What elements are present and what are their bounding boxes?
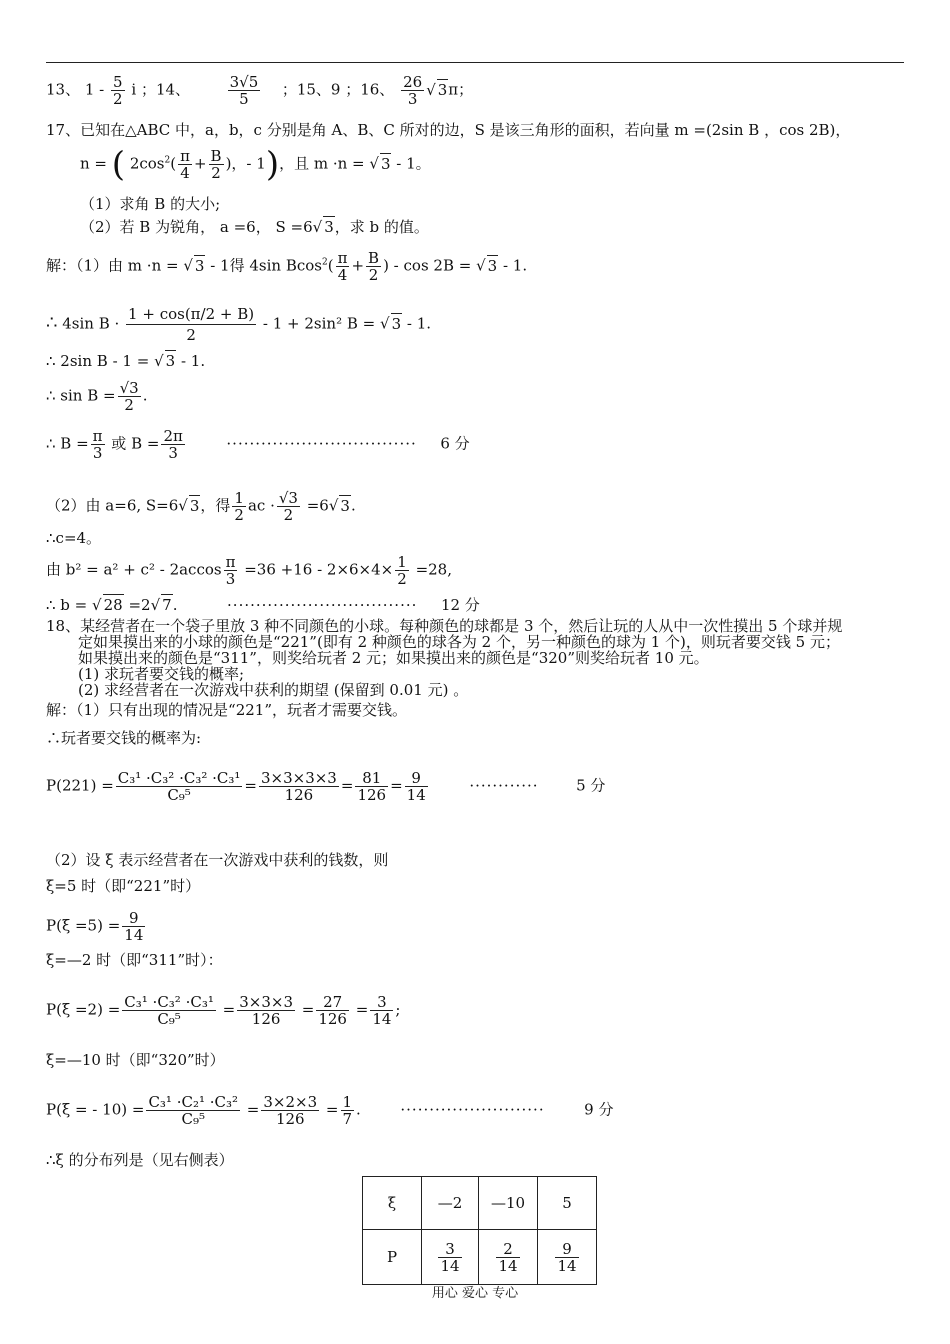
score-5: 5 分	[576, 776, 606, 795]
table-cell: —10	[479, 1177, 538, 1230]
answer-13-fraction: $\frac{5}{2}$	[113, 73, 123, 108]
table-cell: $\frac{3}{14}$	[422, 1230, 479, 1285]
solution-17-cosine-law: 由 b² = a² + c² - 2accos $\frac{\pi}{3}$ =36 +16 - 2×6×4× $\frac{1}{2}$ =28,	[46, 553, 452, 588]
table-row	[363, 1230, 597, 1285]
solution-17-step5: ∴ B = $\frac{\pi}{3}$ 或 B = $\frac{2\pi}{3}$ ································· 6 分	[46, 427, 470, 462]
p-xi-minus-2: P(ξ =2) = $\frac{\text{C₃¹ ·C₃² ·C₃¹}}{\text{C₉⁵}}$ = $\frac{3\times 3\times 3}{126}$ = $\frac{27}{126}$ = $\frac{3}{14}$ ;	[46, 993, 401, 1028]
score-6: 6 分	[440, 434, 470, 453]
distribution-table	[362, 1176, 597, 1285]
problem-17-sub2: （2）若 B 为锐角， a =6， S =6√ 3，求 b 的值。	[80, 218, 429, 236]
solution-17-step1: 解：（1）由 m ·n = √ 3 - 1得 4sin Bcos$^2$( $\frac{\pi}{4}$ + $\frac{B}{2}$ ) - cos 2B = √ 3 - 1.	[46, 249, 528, 284]
answers-13-16: 13、 1 - $\frac{5}{2}$ i ；14、 $\frac{3√5}{5}$ ；15、9 ；16、 $\frac{26}{3}$ √ 3π；	[46, 73, 474, 108]
problem-18-stem-3: 如果摸出来的颜色是“311”，则奖给玩者 2 元；如果摸出来的颜色是“320”则奖给玩者 10 元。	[78, 649, 709, 667]
score-dots: ·································	[226, 434, 417, 453]
table-cell: 5	[538, 1177, 597, 1230]
score-dots: ·································	[227, 596, 418, 614]
table-cell: —2	[422, 1177, 479, 1230]
table-cell: $\frac{9}{14}$	[538, 1230, 597, 1285]
answer-16-fraction: $\frac{26}{3}$	[403, 73, 423, 108]
table-cell: $\frac{2}{14}$	[479, 1230, 538, 1285]
n-vector-label: n =	[80, 154, 112, 173]
answer-16-rest: π；	[448, 80, 474, 99]
solution-17-step2: ∴ 4sin B · $\frac{1 + \cos(\pi/2 + B)}{2}$ - 1 + 2sin² B = √ 3 - 1.	[46, 305, 432, 344]
score-12: 12 分	[440, 596, 480, 614]
solution-17-c: ∴c=4。	[46, 529, 102, 547]
xi-minus-10-label: ξ=—10 时（即“320”时）	[46, 1051, 225, 1069]
problem-18-sub2: (2) 求经营者在一次游戏中获利的期望 (保留到 0.01 元) 。	[78, 681, 469, 699]
solution-17-step3: ∴ 2sin B - 1 = √ 3 - 1.	[46, 352, 206, 370]
solution-17-part2: （2）由 a=6, S=6√ 3，得 $\frac{1}{2}$ ac · $\frac{√3}{2}$ =6√ 3.	[46, 489, 356, 524]
problem-17-sub1: （1）求角 B 的大小;	[80, 195, 221, 213]
answer-14-fraction: $\frac{3√5}{5}$	[229, 73, 259, 108]
header-rule	[46, 62, 904, 63]
table-header-xi: ξ	[363, 1177, 422, 1230]
p-xi-5: P(ξ =5) = $\frac{9}{14}$	[46, 909, 144, 944]
xi-5-label: ξ=5 时（即“221”时）	[46, 877, 201, 895]
distribution-intro: ∴ξ 的分布列是（见右侧表）	[46, 1151, 234, 1169]
problem-17-n-vector: n = ( $2\cos^2$( $\frac{\pi}{4}$ + $\frac{B}{2}$ )，- 1)，且 m ·n = √ 3 - 1。	[80, 144, 431, 185]
problem-17-stem: 17、已知在△ABC 中，a，b，c 分别是角 A、B、C 所对的边，S 是该三角形的面积，若向量 m =(2sin B ，cos 2B)，	[46, 121, 851, 139]
table-row	[363, 1177, 597, 1230]
solution-17-step4: ∴ sin B = $\frac{√3}{2}$ .	[46, 379, 148, 414]
problem-18-stem-1: 18、某经营者在一个袋子里放 3 种不同颜色的小球。每种颜色的球都是 3 个，然后让玩的人从中一次性摸出 5 个球并规	[46, 617, 843, 635]
answer-13-label: 13、	[46, 80, 81, 99]
p-xi-minus-10: P(ξ = - 10) = $\frac{\text{C₃¹ ·C₂¹ ·C₃²}}{\text{C₉⁵}}$ = $\frac{3\times 2\times 3}{126}$ = $\frac{1}{7}$ . ························· 9 分	[46, 1093, 614, 1128]
page-footer: 用心 爱心 专心	[431, 1286, 519, 1301]
xi-minus-2-label: ξ=—2 时（即“311”时）：	[46, 951, 223, 969]
score-dots: ·························	[400, 1100, 545, 1119]
problem-18-stem-2: 定如果摸出来的小球的颜色是“221”(即有 2 种颜色的球各为 2 个，另一种颜色的球为 1 个)，则玩者要交钱 5 元；	[78, 633, 840, 651]
answer-15-16-label: ；15、9 ；16、	[281, 80, 395, 99]
solution-18-part2: （2）设 ξ 表示经营者在一次游戏中获利的钱数，则	[46, 851, 389, 869]
score-dots: ············	[469, 776, 539, 795]
solution-17-b: ∴ b = √ 28 =2√ 7. ································· 12 分	[46, 596, 480, 614]
solution-18-intro: 解：（1）只有出现的情况是“221”，玩者才需要交钱。	[46, 701, 408, 719]
table-header-p: P	[363, 1230, 422, 1285]
score-9: 9 分	[584, 1100, 614, 1119]
answer-13-expr: 1 -	[84, 80, 105, 99]
p221-equation: P(221) = $\frac{\text{C₃¹ ·C₃² ·C₃² ·C₃¹}}{\text{C₉⁵}}$ = $\frac{3\times 3\times 3\times 3}{126}$ = $\frac{81}{126}$ = $\frac{9}{14}$ ············ 5 分	[46, 769, 606, 804]
problem-18-sub1: (1) 求玩者要交钱的概率;	[78, 665, 245, 683]
n-expression: 2cos	[129, 154, 165, 173]
solution-18-intro-b: ∴玩者要交钱的概率为:	[46, 729, 202, 747]
condition-text: ，且 m ·n =	[279, 154, 370, 173]
answer-14-label: i ；14、	[131, 80, 191, 99]
